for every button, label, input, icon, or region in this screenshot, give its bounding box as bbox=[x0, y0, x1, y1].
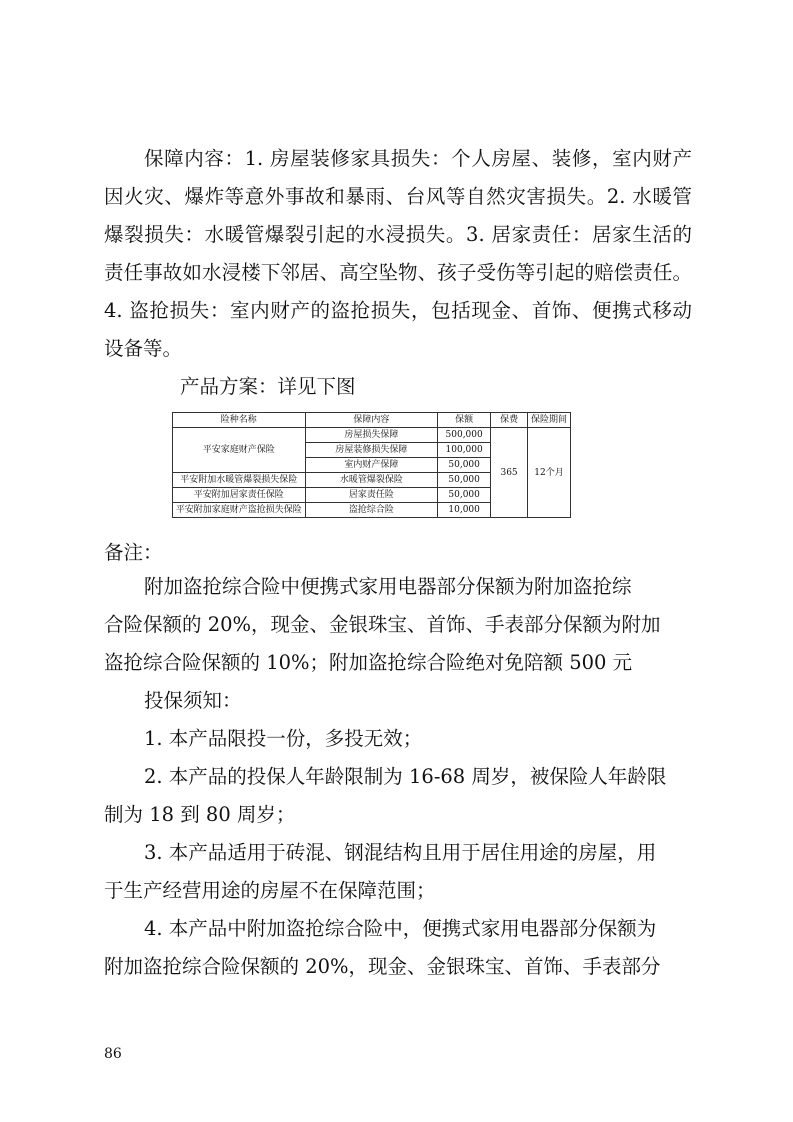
instruction-item-1: 1. 本产品限投一份，多投无效； bbox=[144, 727, 423, 750]
plan-line: 产品方案：详见下图 bbox=[180, 375, 356, 398]
table-header-row bbox=[173, 413, 571, 428]
premium-cell: 365 bbox=[491, 428, 528, 518]
instruction-item-3-line-2: 于生产经营用途的房屋不在保障范围； bbox=[104, 879, 436, 902]
amount-cell: 100,000 bbox=[438, 443, 491, 458]
header-period: 保险期间 bbox=[528, 413, 571, 428]
amount-cell: 10,000 bbox=[438, 503, 491, 518]
table-row bbox=[173, 428, 571, 443]
amount-cell: 50,000 bbox=[438, 488, 491, 503]
content-cell: 室内财产保障 bbox=[305, 458, 438, 473]
amount-cell: 500,000 bbox=[438, 428, 491, 443]
product-cell: 平安附加水暖管爆裂损失保险 bbox=[173, 473, 306, 488]
content-cell: 水暖管爆裂保险 bbox=[305, 473, 438, 488]
page-number: 86 bbox=[104, 1046, 122, 1062]
content-cell: 房屋装修损失保障 bbox=[305, 443, 438, 458]
product-cell: 平安附加家庭财产盗抢损失保险 bbox=[173, 503, 306, 518]
header-product: 险种名称 bbox=[173, 413, 306, 428]
header-amount: 保额 bbox=[438, 413, 491, 428]
coverage-paragraph bbox=[104, 140, 692, 368]
plan-table bbox=[172, 412, 571, 518]
notes-body bbox=[104, 568, 692, 986]
content-cell: 房屋损失保障 bbox=[305, 428, 438, 443]
notes-label: 备注： bbox=[104, 541, 163, 564]
main-product-cell: 平安家庭财产保险 bbox=[173, 428, 306, 473]
coverage-text: 保障内容：1. 房屋装修家具损失：个人房屋、装修，室内财产因火灾、爆炸等意外事故和暴雨、台风等自然灾害损失。2. 水暖管爆裂损失：水暖管爆裂引起的水浸损失。3. 居家责任：居家生活的责任事故如水浸楼下邻居、高空坠物、孩子受伤等引起的赔偿责任。4. 盗抢损失：室内财产的盗抢损失，包括现金、首饰、便携式移动设备等。 bbox=[104, 147, 692, 360]
content-cell: 居家责任险 bbox=[305, 488, 438, 503]
instruction-item-2-line-1: 2. 本产品的投保人年龄限制为 16-68 周岁，被保险人年龄限 bbox=[144, 765, 667, 788]
product-cell: 平安附加居家责任保险 bbox=[173, 488, 306, 503]
header-content: 保障内容 bbox=[305, 413, 438, 428]
instruction-item-4-line-1: 4. 本产品中附加盗抢综合险中，便携式家用电器部分保额为 bbox=[144, 917, 657, 940]
amount-cell: 50,000 bbox=[438, 458, 491, 473]
amount-cell: 50,000 bbox=[438, 473, 491, 488]
period-cell: 12个月 bbox=[528, 428, 571, 518]
instruction-item-4-line-2: 附加盗抢综合险保额的 20%，现金、金银珠宝、首饰、手表部分 bbox=[104, 955, 661, 978]
instruction-item-3-line-1: 3. 本产品适用于砖混、钢混结构且用于居住用途的房屋，用 bbox=[144, 841, 657, 864]
instruction-item-2-line-2: 制为 18 到 80 周岁； bbox=[104, 803, 296, 826]
header-premium: 保费 bbox=[491, 413, 528, 428]
content-cell: 盗抢综合险 bbox=[305, 503, 438, 518]
instructions-title: 投保须知： bbox=[144, 689, 242, 712]
notes-line: 盗抢综合险保额的 10%；附加盗抢综合险绝对免陪额 500 元 bbox=[104, 651, 633, 674]
notes-line: 合险保额的 20%，现金、金银珠宝、首饰、手表部分保额为附加 bbox=[104, 613, 661, 636]
notes-line: 附加盗抢综合险中便携式家用电器部分保额为附加盗抢综 bbox=[144, 575, 632, 598]
